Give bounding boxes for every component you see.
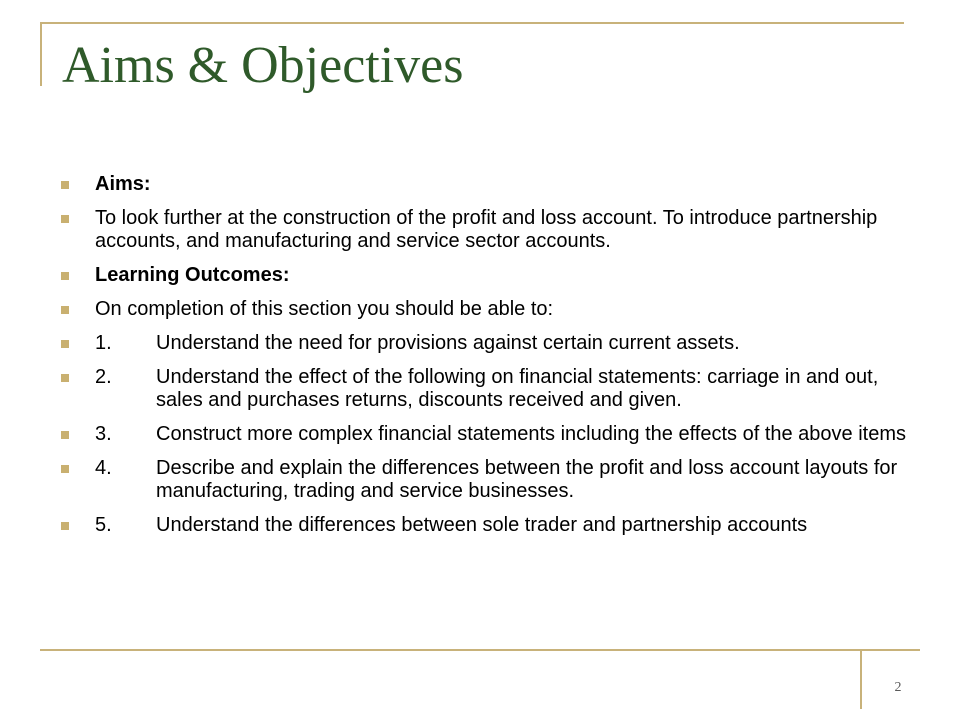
outcome-text: Understand the differences between sole trader and partnership accounts — [156, 514, 808, 536]
top-rule — [40, 22, 904, 24]
outcome-number: 5. — [95, 514, 112, 536]
bullet-list — [60, 173, 916, 548]
square-bullet-icon — [61, 374, 69, 382]
bottom-right-rule — [860, 649, 862, 709]
page-number: 2 — [894, 680, 902, 695]
outcomes-heading: Learning Outcomes: — [95, 264, 290, 286]
square-bullet-icon — [61, 306, 69, 314]
square-bullet-icon — [61, 465, 69, 473]
list-item-outcome-1 — [60, 332, 916, 355]
outcome-text: Construct more complex financial statements including the effects of the above items — [156, 423, 907, 445]
outcome-number: 1. — [95, 332, 112, 354]
square-bullet-icon — [61, 340, 69, 348]
square-bullet-icon — [61, 215, 69, 223]
left-rule — [40, 22, 42, 86]
list-item-aims-text — [60, 207, 916, 253]
bottom-rule — [40, 649, 920, 651]
list-item-outcome-5 — [60, 514, 916, 537]
outcome-text: Understand the effect of the following on financial statements: carriage in and out, sales and purchases returns, discounts received and given. — [156, 366, 879, 411]
outcome-text: Understand the need for provisions against certain current assets. — [156, 332, 740, 354]
aims-heading: Aims: — [95, 173, 151, 195]
list-item-aims-heading — [60, 173, 916, 196]
outcome-number: 2. — [95, 366, 112, 388]
outcome-number: 4. — [95, 457, 112, 479]
list-item-outcome-2 — [60, 366, 916, 412]
outcomes-intro: On completion of this section you should be able to: — [95, 298, 554, 320]
list-item-outcomes-heading — [60, 264, 916, 287]
list-item-outcomes-intro — [60, 298, 916, 321]
outcome-text: Describe and explain the differences between the profit and loss account layouts for manufacturing, trading and service businesses. — [156, 457, 898, 502]
slide-title: Aims & Objectives — [62, 37, 464, 94]
list-item-outcome-4 — [60, 457, 916, 503]
square-bullet-icon — [61, 181, 69, 189]
square-bullet-icon — [61, 431, 69, 439]
list-item-outcome-3 — [60, 423, 916, 446]
square-bullet-icon — [61, 272, 69, 280]
outcome-number: 3. — [95, 423, 112, 445]
square-bullet-icon — [61, 522, 69, 530]
aims-text: To look further at the construction of the profit and loss account. To introduce partnership accounts, and manufacturing and service sector accounts. — [95, 207, 878, 252]
